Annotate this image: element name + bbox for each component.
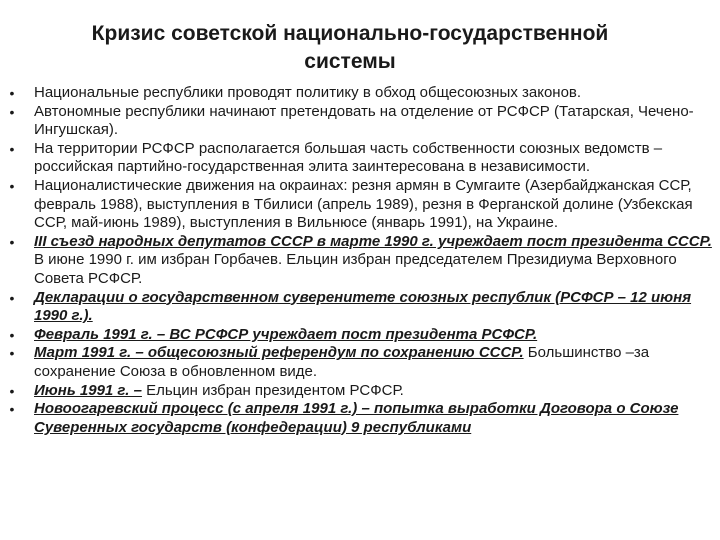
bullet-item: [4, 233, 716, 289]
bullet-emphasis: Март 1991 г. – общесоюзный референдум по сохранению СССР.: [34, 344, 524, 362]
bullet-text: Националистические движения на окраинах: резня армян в Сумгаите (Азербайджанская ССР, февраль 1988), выступления в Тбилиси (апрель 1989), резня в Ферганской долине (Узбекская ССР, май-июнь 1989), выступления в Вильнюсе (январь 1991), на Украине.: [34, 176, 693, 232]
bullet-emphasis: III съезд народных депутатов СССР в марте 1990 г. учреждает пост президента СССР.: [34, 232, 712, 250]
bullet-icon: •: [9, 85, 15, 101]
bullet-text: Национальные республики проводят политику в обход общесоюзных законов.: [34, 84, 582, 101]
slide-title: Кризис советской национально-государственной системы: [91, 22, 609, 73]
bullet-emphasis: Февраль 1991 г. – ВС РСФСР учреждает пост президента РСФСР.: [34, 325, 538, 343]
bullet-icon: •: [9, 103, 15, 120]
bullet-icon: •: [9, 289, 15, 306]
bullet-text: Большинство –за сохранение Союза в обновленном виде.: [34, 344, 650, 380]
bullet-icon: •: [9, 345, 15, 362]
bullet-text: На территории РСФСР располагается большая часть собственности союзных ведомств – российская партийно-государственная элита заинтересована в независимости.: [34, 139, 663, 176]
bullet-item: [4, 140, 716, 177]
bullet-emphasis: Новоогаревский процесс (с апреля 1991 г.) – попытка выработки Договора о Союзе Суверенных государств (конфедерации) 9 республиками: [34, 400, 679, 436]
bullet-icon: •: [9, 401, 15, 418]
bullet-list: [4, 84, 716, 437]
bullet-emphasis: Декларации о государственном суверенитете союзных республик (РСФСР – 12 июня 1990 г.).: [34, 288, 692, 325]
bullet-item: [4, 289, 716, 326]
bullet-item: [4, 177, 716, 233]
bullet-icon: •: [9, 177, 15, 194]
bullet-item: [4, 103, 716, 140]
bullet-item: [4, 84, 716, 103]
bullet-icon: •: [9, 140, 15, 157]
bullet-item: [4, 326, 716, 345]
bullet-text: Автономные республики начинают претендовать на отделение от РСФСР (Татарская, Чечено-Ингушская).: [34, 102, 694, 139]
bullet-item: [4, 344, 716, 381]
bullet-item: [4, 400, 716, 437]
bullet-text: В июне 1990 г. им избран Горбачев. Ельцин избран председателем Президиума Верховного Совета РСФСР.: [34, 251, 677, 287]
bullet-icon: •: [9, 233, 15, 250]
bullet-icon: •: [9, 326, 15, 343]
bullet-emphasis: Июнь 1991 г. –: [34, 381, 142, 399]
bullet-item: [4, 382, 716, 401]
bullet-icon: •: [9, 382, 15, 399]
bullet-text: Ельцин избран президентом РСФСР.: [141, 381, 404, 399]
